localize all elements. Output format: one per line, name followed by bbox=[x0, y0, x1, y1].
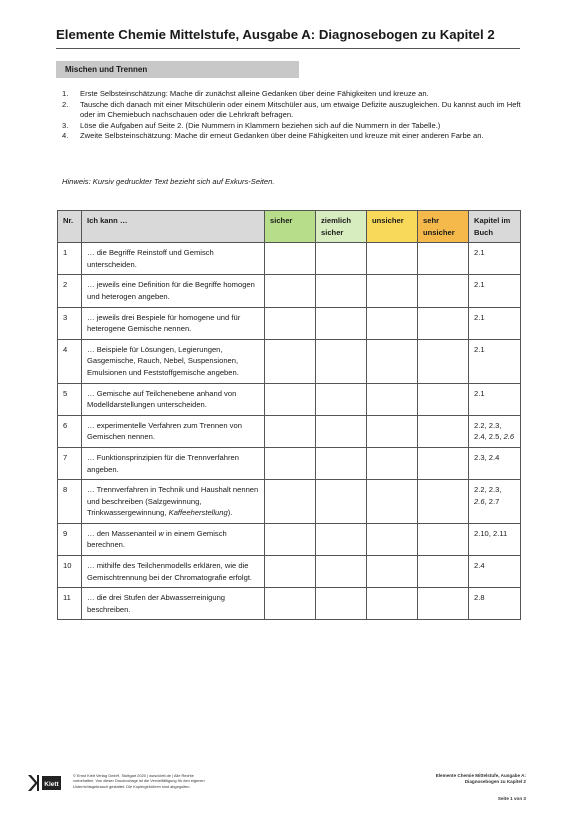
checkbox-sicher[interactable] bbox=[265, 556, 316, 588]
row-skill bbox=[82, 523, 265, 555]
col-header-nr: Nr. bbox=[58, 211, 82, 243]
table-row bbox=[58, 556, 521, 588]
instruction-item bbox=[62, 131, 522, 142]
chapter-refs: 2.2, 2.3, 2.4, 2.5, bbox=[474, 420, 502, 442]
row-number: 7 bbox=[58, 447, 82, 479]
variable-w: w bbox=[158, 528, 164, 538]
col-header-sicher: sicher bbox=[265, 211, 316, 243]
checkbox-unsicher[interactable] bbox=[367, 480, 418, 524]
checkbox-unsicher[interactable] bbox=[367, 243, 418, 275]
checkbox-sicher[interactable] bbox=[265, 447, 316, 479]
instruction-number: 2. bbox=[62, 99, 69, 109]
row-number: 10 bbox=[58, 556, 82, 588]
row-number: 3 bbox=[58, 307, 82, 339]
table-row bbox=[58, 480, 521, 524]
checkbox-ziemlich-sicher[interactable] bbox=[316, 243, 367, 275]
footer-title-line: Elemente Chemie Mittelstufe, Ausgabe A: bbox=[435, 773, 526, 778]
row-skill: … Funktionsprinzipien für die Trennverfahren angeben. bbox=[82, 447, 265, 479]
checkbox-sehr-unsicher[interactable] bbox=[418, 447, 469, 479]
row-chapter bbox=[469, 415, 521, 447]
row-chapter: 2.1 bbox=[469, 339, 521, 383]
instruction-text: Tausche dich danach mit einer Mitschülerin oder einem Mitschüler aus, um etwaige Defizite auszugleichen. Du kannst auch im Heft oder im Chemiebuch nachschauen oder die Lehrkraft befragen. bbox=[80, 99, 521, 120]
row-number: 9 bbox=[58, 523, 82, 555]
checkbox-unsicher[interactable] bbox=[367, 339, 418, 383]
instruction-number: 4. bbox=[62, 131, 69, 141]
table-row bbox=[58, 339, 521, 383]
row-chapter bbox=[469, 480, 521, 524]
table-row bbox=[58, 243, 521, 275]
checkbox-sehr-unsicher[interactable] bbox=[418, 307, 469, 339]
chapter-refs: 2.2, 2.3, bbox=[474, 485, 502, 495]
table-row bbox=[58, 447, 521, 479]
checkbox-sicher[interactable] bbox=[265, 307, 316, 339]
checkbox-unsicher[interactable] bbox=[367, 523, 418, 555]
checkbox-sicher[interactable] bbox=[265, 480, 316, 524]
checkbox-sicher[interactable] bbox=[265, 339, 316, 383]
title-divider bbox=[56, 48, 520, 49]
skill-text-end: ). bbox=[227, 508, 233, 518]
checkbox-sehr-unsicher[interactable] bbox=[418, 243, 469, 275]
row-number: 6 bbox=[58, 415, 82, 447]
checkbox-unsicher[interactable] bbox=[367, 588, 418, 620]
table-row bbox=[58, 415, 521, 447]
skill-text: … Trennverfahren in Technik und Haushalt nennen und beschreiben (Salzgewinnung, Trinkwassergewinnung, bbox=[87, 485, 259, 518]
checkbox-ziemlich-sicher[interactable] bbox=[316, 415, 367, 447]
checkbox-sicher[interactable] bbox=[265, 523, 316, 555]
table-row bbox=[58, 307, 521, 339]
checkbox-sehr-unsicher[interactable] bbox=[418, 480, 469, 524]
skill-text-end: in einem Gemisch berechnen. bbox=[87, 528, 227, 550]
checkbox-sehr-unsicher[interactable] bbox=[418, 523, 469, 555]
row-skill: … jeweils drei Bespiele für homogene und für heterogene Gemische nennen. bbox=[82, 307, 265, 339]
chapter-ref-exkurs: 2.6 bbox=[474, 496, 485, 506]
instruction-item bbox=[62, 121, 522, 132]
section-heading: Mischen und Trennen bbox=[56, 61, 299, 78]
row-skill bbox=[82, 480, 265, 524]
col-header-sehr-unsicher: sehr unsicher bbox=[418, 211, 469, 243]
checkbox-unsicher[interactable] bbox=[367, 383, 418, 415]
footer-title bbox=[336, 773, 526, 785]
table-row bbox=[58, 588, 521, 620]
checkbox-unsicher[interactable] bbox=[367, 275, 418, 307]
col-header-unsicher: unsicher bbox=[367, 211, 418, 243]
skill-text: … den Massenanteil bbox=[87, 528, 157, 538]
checkbox-sehr-unsicher[interactable] bbox=[418, 588, 469, 620]
checkbox-unsicher[interactable] bbox=[367, 556, 418, 588]
logo-text: Klett bbox=[44, 781, 59, 788]
checkbox-ziemlich-sicher[interactable] bbox=[316, 588, 367, 620]
row-skill: … mithilfe des Teilchenmodells erklären, wie die Gemischtrennung bei der Chromatografie erfolgt. bbox=[82, 556, 265, 588]
instruction-number: 1. bbox=[62, 89, 69, 98]
col-header-ich-kann: Ich kann … bbox=[82, 211, 265, 243]
instruction-text: Erste Selbsteinschätzung: Mache dir zunächst alleine Gedanken über deine Fähigkeiten und kreuze an. bbox=[80, 89, 429, 98]
instruction-item bbox=[62, 100, 522, 121]
checkbox-sehr-unsicher[interactable] bbox=[418, 383, 469, 415]
row-chapter: 2.3, 2.4 bbox=[469, 447, 521, 479]
row-skill: … experimentelle Verfahren zum Trennen von Gemischen nennen. bbox=[82, 415, 265, 447]
checkbox-unsicher[interactable] bbox=[367, 415, 418, 447]
row-chapter: 2.4 bbox=[469, 556, 521, 588]
instruction-text: Zweite Selbsteinschätzung: Mache dir erneut Gedanken über deine Fähigkeiten und kreuze mit einer anderen Farbe an. bbox=[80, 131, 484, 141]
checkbox-sehr-unsicher[interactable] bbox=[418, 275, 469, 307]
row-chapter: 2.10, 2.11 bbox=[469, 523, 521, 555]
row-chapter: 2.1 bbox=[469, 275, 521, 307]
row-number: 1 bbox=[58, 243, 82, 275]
page-title: Elemente Chemie Mittelstufe, Ausgabe A: Diagnosebogen zu Kapitel 2 bbox=[56, 27, 495, 42]
hint-note: Hinweis: Kursiv gedruckter Text bezieht sich auf Exkurs-Seiten. bbox=[62, 177, 275, 186]
row-skill: … die Begriffe Reinstoff und Gemisch unterscheiden. bbox=[82, 243, 265, 275]
checkbox-sicher[interactable] bbox=[265, 588, 316, 620]
page-number: Seite 1 von 3 bbox=[497, 796, 526, 801]
copyright-line: Unterrichtsgebrauch gestattet. Die Kopiergebühren sind abgegolten. bbox=[73, 783, 191, 789]
row-number: 2 bbox=[58, 275, 82, 307]
checkbox-ziemlich-sicher[interactable] bbox=[316, 447, 367, 479]
row-skill: … jeweils eine Definition für die Begriffe homogen und heterogen angeben. bbox=[82, 275, 265, 307]
row-chapter: 2.1 bbox=[469, 383, 521, 415]
row-number: 5 bbox=[58, 383, 82, 415]
table-row bbox=[58, 523, 521, 555]
checkbox-ziemlich-sicher[interactable] bbox=[316, 556, 367, 588]
copyright-notice bbox=[73, 773, 248, 789]
checkbox-ziemlich-sicher[interactable] bbox=[316, 383, 367, 415]
klett-logo bbox=[26, 773, 62, 793]
self-assessment-table bbox=[57, 210, 521, 620]
instruction-text: Löse die Aufgaben auf Seite 2. (Die Nummern in Klammern beziehen sich auf die Nummern in der Tabelle.) bbox=[80, 120, 441, 130]
row-skill: … die drei Stufen der Abwasserreinigung beschreiben. bbox=[82, 588, 265, 620]
row-number: 8 bbox=[58, 480, 82, 524]
row-number: 11 bbox=[58, 588, 82, 620]
table-row bbox=[58, 383, 521, 415]
row-skill: … Beispiele für Lösungen, Legierungen, Gasgemische, Rauch, Nebel, Suspensionen, Emulsionen und Feststoffgemische angeben. bbox=[82, 339, 265, 383]
chapter-refs-end: , 2.7 bbox=[484, 496, 500, 506]
checkbox-ziemlich-sicher[interactable] bbox=[316, 523, 367, 555]
checkbox-sehr-unsicher[interactable] bbox=[418, 556, 469, 588]
checkbox-ziemlich-sicher[interactable] bbox=[316, 480, 367, 524]
checkbox-sicher[interactable] bbox=[265, 275, 316, 307]
copyright-line: © Ernst Klett Verlag GmbH, Stuttgart 2020 | www.klett.de | Alle Rechte bbox=[73, 773, 194, 778]
checkbox-unsicher[interactable] bbox=[367, 447, 418, 479]
chapter-ref-exkurs: 2.6 bbox=[503, 432, 515, 442]
instruction-number: 3. bbox=[62, 120, 69, 130]
checkbox-ziemlich-sicher[interactable] bbox=[316, 275, 367, 307]
table-header-row bbox=[58, 211, 521, 243]
col-header-ziemlich-sicher: ziemlich sicher bbox=[316, 211, 367, 243]
row-chapter: 2.1 bbox=[469, 307, 521, 339]
row-chapter: 2.8 bbox=[469, 588, 521, 620]
col-header-kapitel: Kapitel im Buch bbox=[469, 211, 521, 243]
instruction-list bbox=[62, 89, 522, 142]
row-chapter: 2.1 bbox=[469, 243, 521, 275]
footer-title-line: Diagnosebogen zu Kapitel 2 bbox=[464, 779, 526, 785]
skill-text-exkurs: Kaffeeherstellung bbox=[168, 508, 228, 518]
checkbox-sicher[interactable] bbox=[265, 243, 316, 275]
instruction-item bbox=[62, 89, 522, 100]
copyright-line: vorbehalten. Von dieser Druckvorlage ist die Vervielfältigung für den eigenen bbox=[73, 778, 205, 784]
checkbox-unsicher[interactable] bbox=[367, 307, 418, 339]
checkbox-sehr-unsicher[interactable] bbox=[418, 339, 469, 383]
table-row bbox=[58, 275, 521, 307]
row-number: 4 bbox=[58, 339, 82, 383]
checkbox-sicher[interactable] bbox=[265, 383, 316, 415]
checkbox-sicher[interactable] bbox=[265, 415, 316, 447]
row-skill: … Gemische auf Teilchenebene anhand von Modelldarstellungen unterscheiden. bbox=[82, 383, 265, 415]
checkbox-sehr-unsicher[interactable] bbox=[418, 415, 469, 447]
checkbox-ziemlich-sicher[interactable] bbox=[316, 339, 367, 383]
checkbox-ziemlich-sicher[interactable] bbox=[316, 307, 367, 339]
